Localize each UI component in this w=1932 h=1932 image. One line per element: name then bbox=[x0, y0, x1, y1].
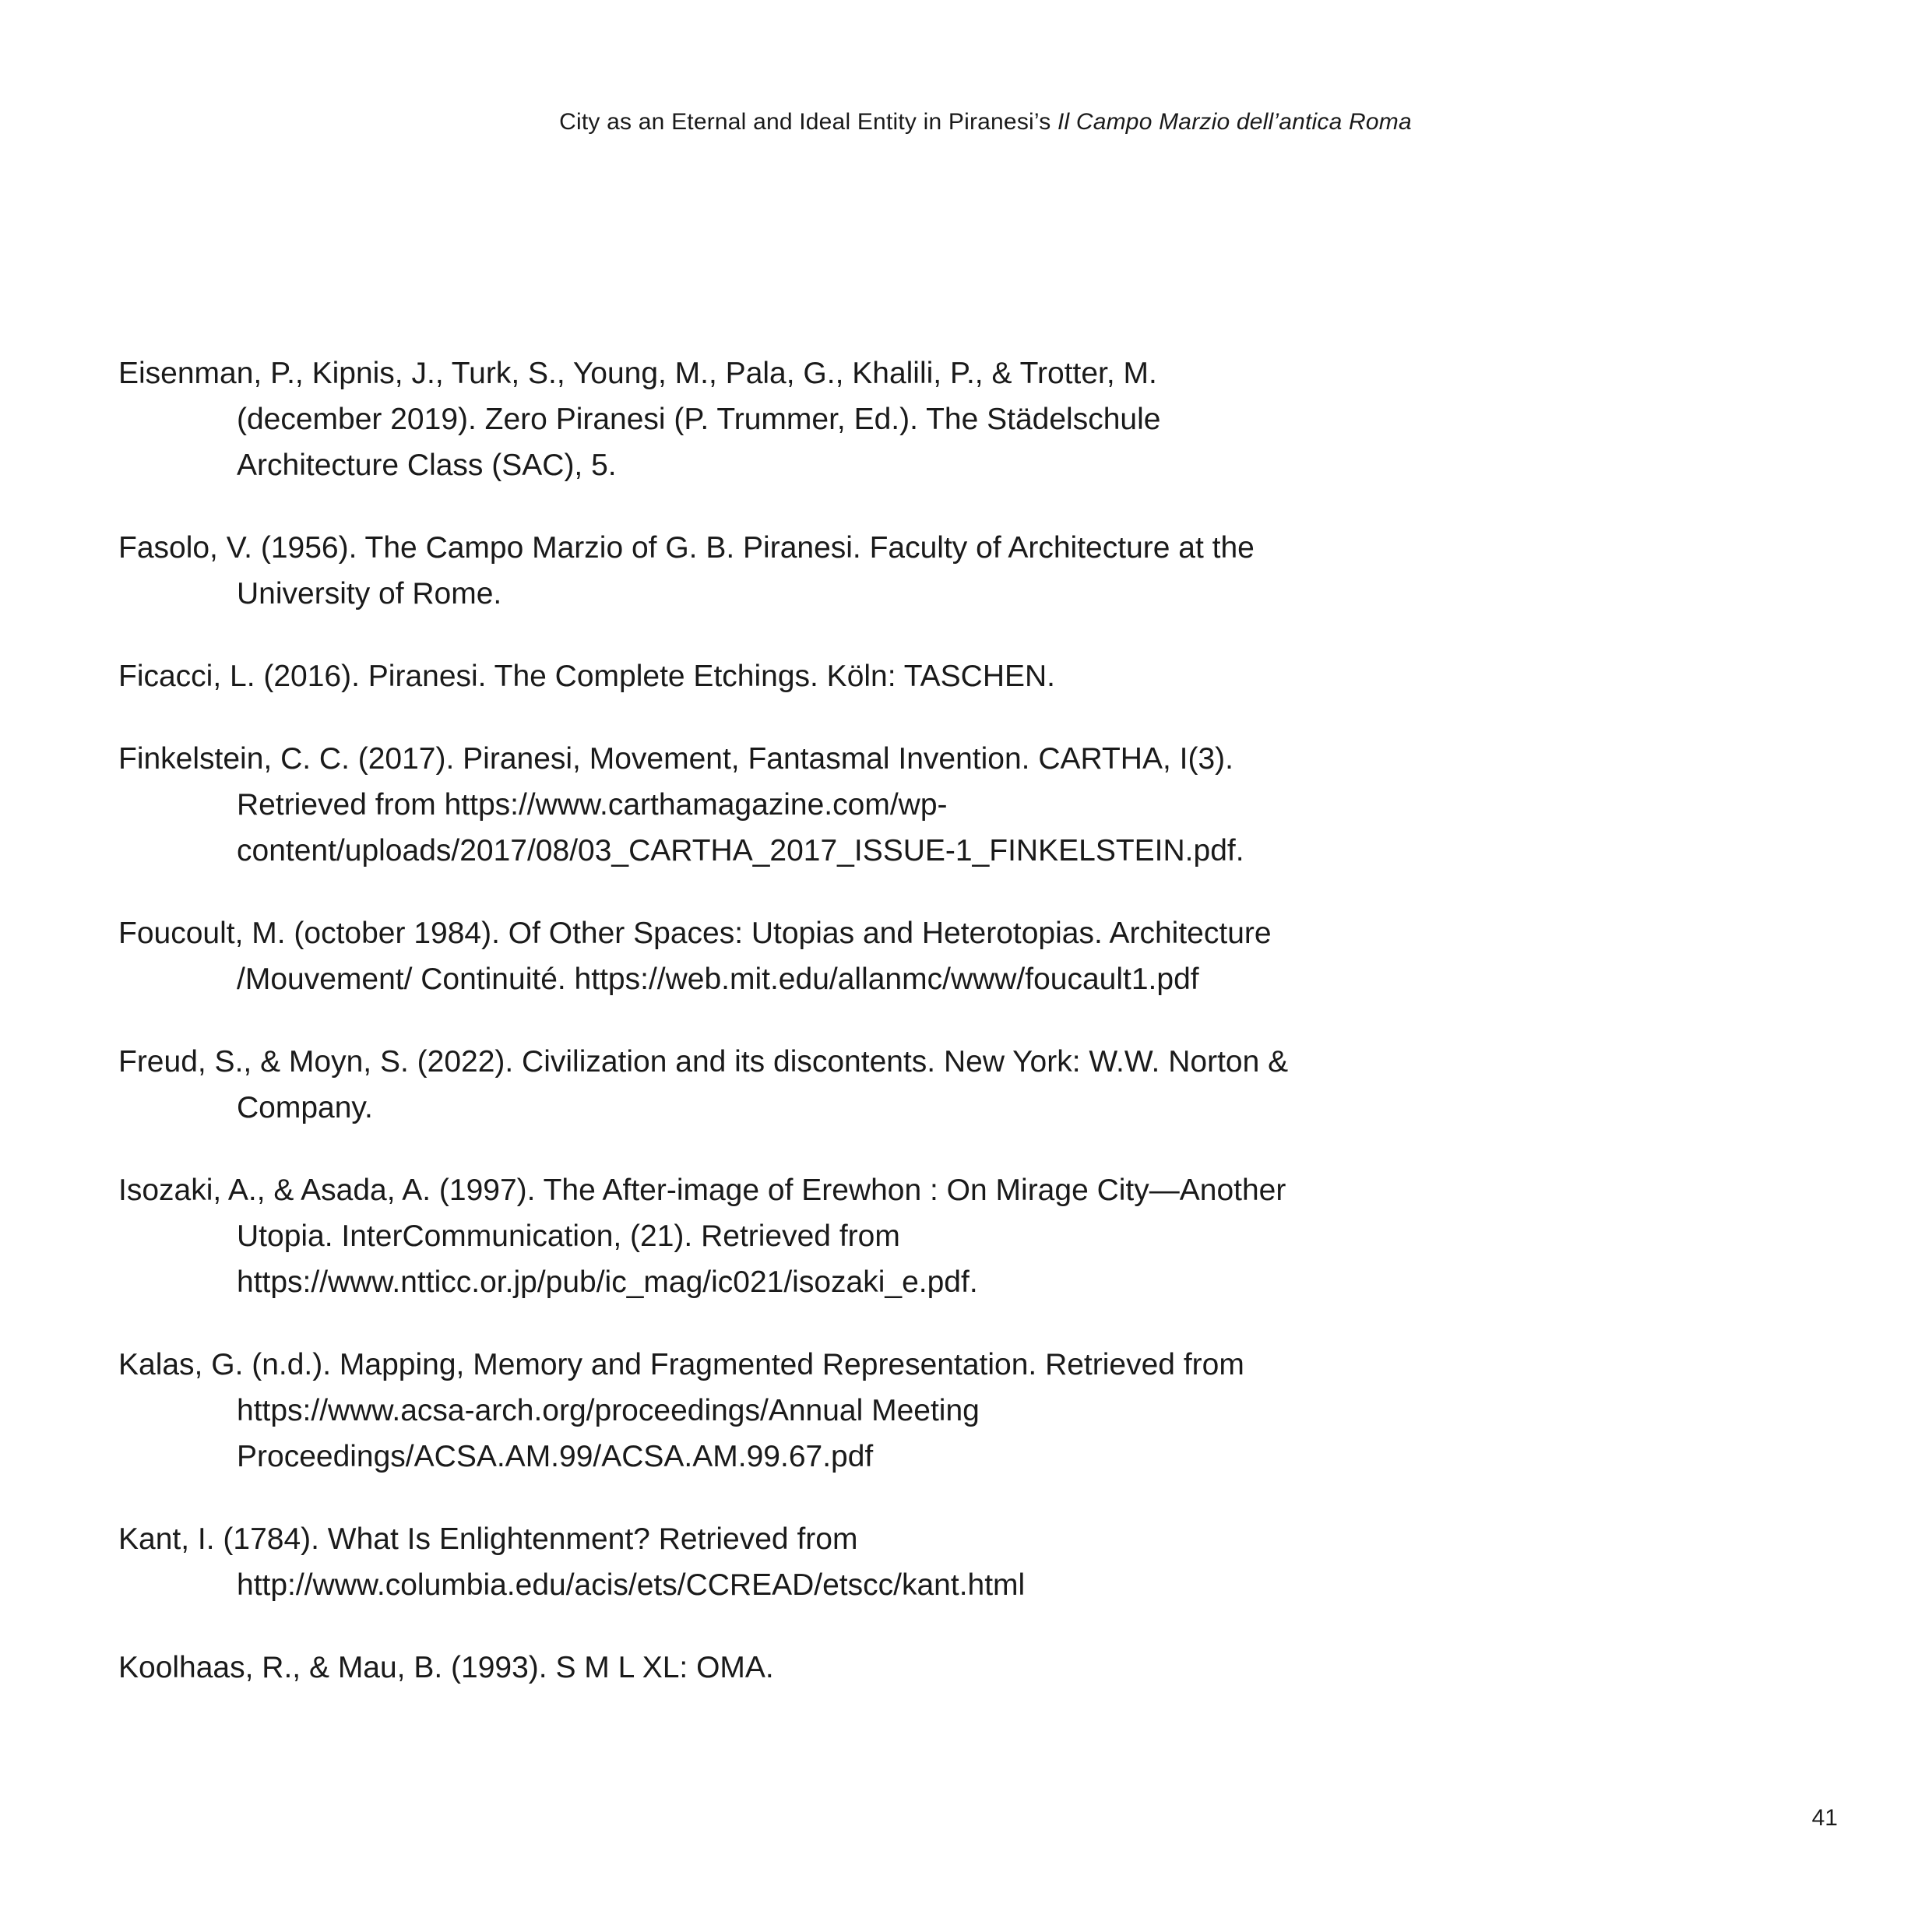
running-header bbox=[0, 109, 1932, 135]
reference-finkelstein: Finkelstein, C. C. (2017). Piranesi, Movement, Fantasmal Invention. CARTHA, I(3). Retrieved from https://www.carthamagazine.com/wp-content/uploads/2017/08/03_CARTHA_2017_ISSUE-1_FINKELSTEIN.pdf. bbox=[118, 742, 1244, 867]
running-header-italic-title: Il Campo Marzio dell’antica Roma bbox=[1057, 109, 1412, 135]
reference-freud: Freud, S., & Moyn, S. (2022). Civilization and its discontents. New York: W.W. Norton & Company. bbox=[118, 1045, 1289, 1124]
reference-koolhaas: Koolhaas, R., & Mau, B. (1993). S M L XL: OMA. bbox=[118, 1651, 774, 1684]
reference-kant: Kant, I. (1784). What Is Enlightenment? Retrieved from http://www.columbia.edu/acis/ets/CCREAD/etscc/kant.html bbox=[118, 1522, 1026, 1602]
reference-foucoult: Foucoult, M. (october 1984). Of Other Spaces: Utopias and Heterotopias. Architecture /Mouvement/ Continuité. https://web.mit.edu/allanmc/www/foucault1.pdf bbox=[118, 917, 1272, 996]
reference-eisenman: Eisenman, P., Kipnis, J., Turk, S., Young, M., Pala, G., Khalili, P., & Trotter, M. (december 2019). Zero Piranesi (P. Trummer, Ed.). The Städelschule Architecture Class (SAC), 5. bbox=[118, 357, 1161, 482]
reference-isozaki: Isozaki, A., & Asada, A. (1997). The After-image of Erewhon : On Mirage City—Another Utopia. InterCommunication, (21). Retrieved from https://www.ntticc.or.jp/pub/ic_mag/ic021/isozaki_e.pdf. bbox=[118, 1174, 1286, 1299]
page-number: 41 bbox=[1811, 1805, 1838, 1831]
running-header-title: City as an Eternal and Ideal Entity in Piranesi’s bbox=[559, 109, 1057, 135]
reference-kalas: Kalas, G. (n.d.). Mapping, Memory and Fragmented Representation. Retrieved from https://www.acsa-arch.org/proceedings/Annual Meeting Proceedings/ACSA.AM.99/ACSA.AM.99.67.pdf bbox=[118, 1348, 1244, 1473]
reference-ficacci: Ficacci, L. (2016). Piranesi. The Complete Etchings. Köln: TASCHEN. bbox=[118, 660, 1056, 693]
reference-list bbox=[118, 350, 1302, 1727]
reference-fasolo: Fasolo, V. (1956). The Campo Marzio of G. B. Piranesi. Faculty of Architecture at the University of Rome. bbox=[118, 531, 1255, 611]
